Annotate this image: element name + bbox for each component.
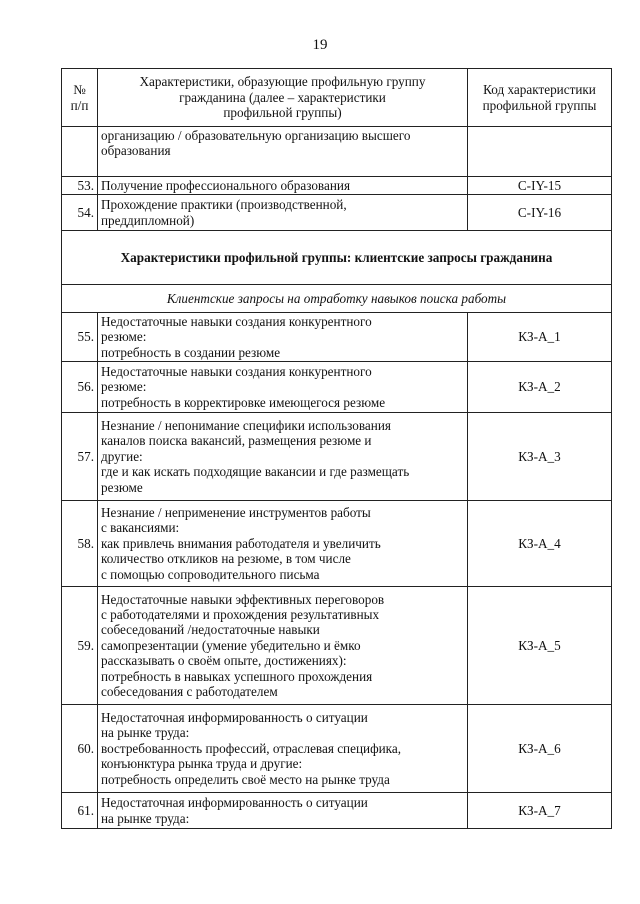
row-code: КЗ-А_3 [468,413,612,501]
row-line: собеседования с работодателем [101,684,278,700]
row-line: с помощью сопроводительного письма [101,566,320,582]
row-line: рассказывать о своём опыте, достижениях): [101,653,347,669]
row-code: КЗ-А_5 [468,587,612,705]
row-code: C-IY-15 [468,177,612,195]
row-line: самопрезентации (умение убедительно и ёмко [101,637,361,653]
header-num-line: № [73,82,86,98]
row-characteristic [98,793,468,829]
table-row [62,177,612,195]
table-row [62,501,612,587]
row-line: Недостаточные навыки эффективных переговоров [101,591,385,607]
row-number: 57. [62,413,98,501]
row-line: где и как искать подходящие вакансии и где размещать [101,464,410,480]
header-characteristics [98,69,468,127]
row-line: Недостаточная информированность о ситуации [101,795,368,811]
row-characteristic [98,313,468,362]
row-number: 56. [62,362,98,413]
header-code-line: профильной группы [482,97,597,113]
row-line: Получение профессионального образования [101,177,351,193]
row-number: 54. [62,195,98,231]
row-number: 55. [62,313,98,362]
row-number: 61. [62,793,98,829]
row-line: потребность в навыках успешного прохождения [101,668,373,684]
row-code: КЗ-А_1 [468,313,612,362]
row-line: резюме: [101,329,147,345]
header-num-line: п/п [70,97,89,113]
row-line: конъюнктура рынка труда и другие: [101,756,303,772]
subsection-title-row [62,285,612,313]
continuation-code-cell [468,127,612,177]
row-line: на рынке труда: [101,810,190,826]
page-number: 19 [312,37,328,53]
row-line: каналов поиска вакансий, размещения резюме и [101,433,372,449]
row-line: Недостаточные навыки создания конкурентного [101,363,372,379]
continuation-line: образования [101,143,171,159]
row-characteristic [98,705,468,793]
table-header-row [62,69,612,127]
table-row [62,362,612,413]
header-code [468,69,612,127]
table-row [62,705,612,793]
header-characteristics-line: Характеристики, образующие профильную группу [139,74,426,90]
row-code: КЗ-А_6 [468,705,612,793]
continuation-num-cell [62,127,98,177]
characteristics-table [61,68,612,829]
row-code: КЗ-А_7 [468,793,612,829]
header-characteristics-line: гражданина (далее – характеристики [179,89,386,105]
continuation-text-cell [98,127,468,177]
table-row [62,413,612,501]
row-line: Недостаточные навыки создания конкурентного [101,313,372,329]
row-code: КЗ-А_4 [468,501,612,587]
row-line: востребованность профессий, отраслевая специфика, [101,740,402,756]
row-code: C-IY-16 [468,195,612,231]
row-number: 60. [62,705,98,793]
row-line: преддипломной) [101,212,195,228]
table-row [62,313,612,362]
row-line: резюме: [101,379,147,395]
row-line: Прохождение практики (производственной, [101,197,347,213]
table-row [62,793,612,829]
row-code: КЗ-А_2 [468,362,612,413]
row-line: количество откликов на резюме, в том числе [101,551,351,567]
row-line: Незнание / неприменение инструментов работы [101,504,371,520]
row-characteristic [98,587,468,705]
subsection-title: Клиентские запросы на отработку навыков поиска работы [62,285,612,313]
row-line: Незнание / непонимание специфики использования [101,417,391,433]
row-line: на рынке труда: [101,725,190,741]
row-characteristic [98,501,468,587]
row-number: 53. [62,177,98,195]
continuation-row [62,127,612,177]
row-characteristic [98,413,468,501]
row-line: резюме [101,479,143,495]
row-line: потребность в создании резюме [101,344,281,360]
table-row [62,195,612,231]
header-num [62,69,98,127]
row-characteristic [98,177,468,195]
row-line: другие: [101,448,143,464]
row-characteristic [98,362,468,413]
row-line: с работодателями и прохождения результативных [101,606,380,622]
row-number: 58. [62,501,98,587]
continuation-line: организацию / образовательную организацию высшего [101,128,411,143]
row-characteristic [98,195,468,231]
row-line: как привлечь внимания работодателя и увеличить [101,535,381,551]
row-line: потребность определить своё место на рынке труда [101,771,390,787]
row-line: с вакансиями: [101,520,180,536]
row-number: 59. [62,587,98,705]
section-title: Характеристики профильной группы: клиентские запросы гражданина [62,231,612,285]
row-line: Недостаточная информированность о ситуации [101,709,368,725]
header-code-line: Код характеристики [483,82,596,98]
row-line: потребность в корректировке имеющегося резюме [101,394,386,410]
row-line: собеседований /недостаточные навыки [101,622,320,638]
section-title-row [62,231,612,285]
header-characteristics-line: профильной группы) [223,105,342,121]
table-row [62,587,612,705]
